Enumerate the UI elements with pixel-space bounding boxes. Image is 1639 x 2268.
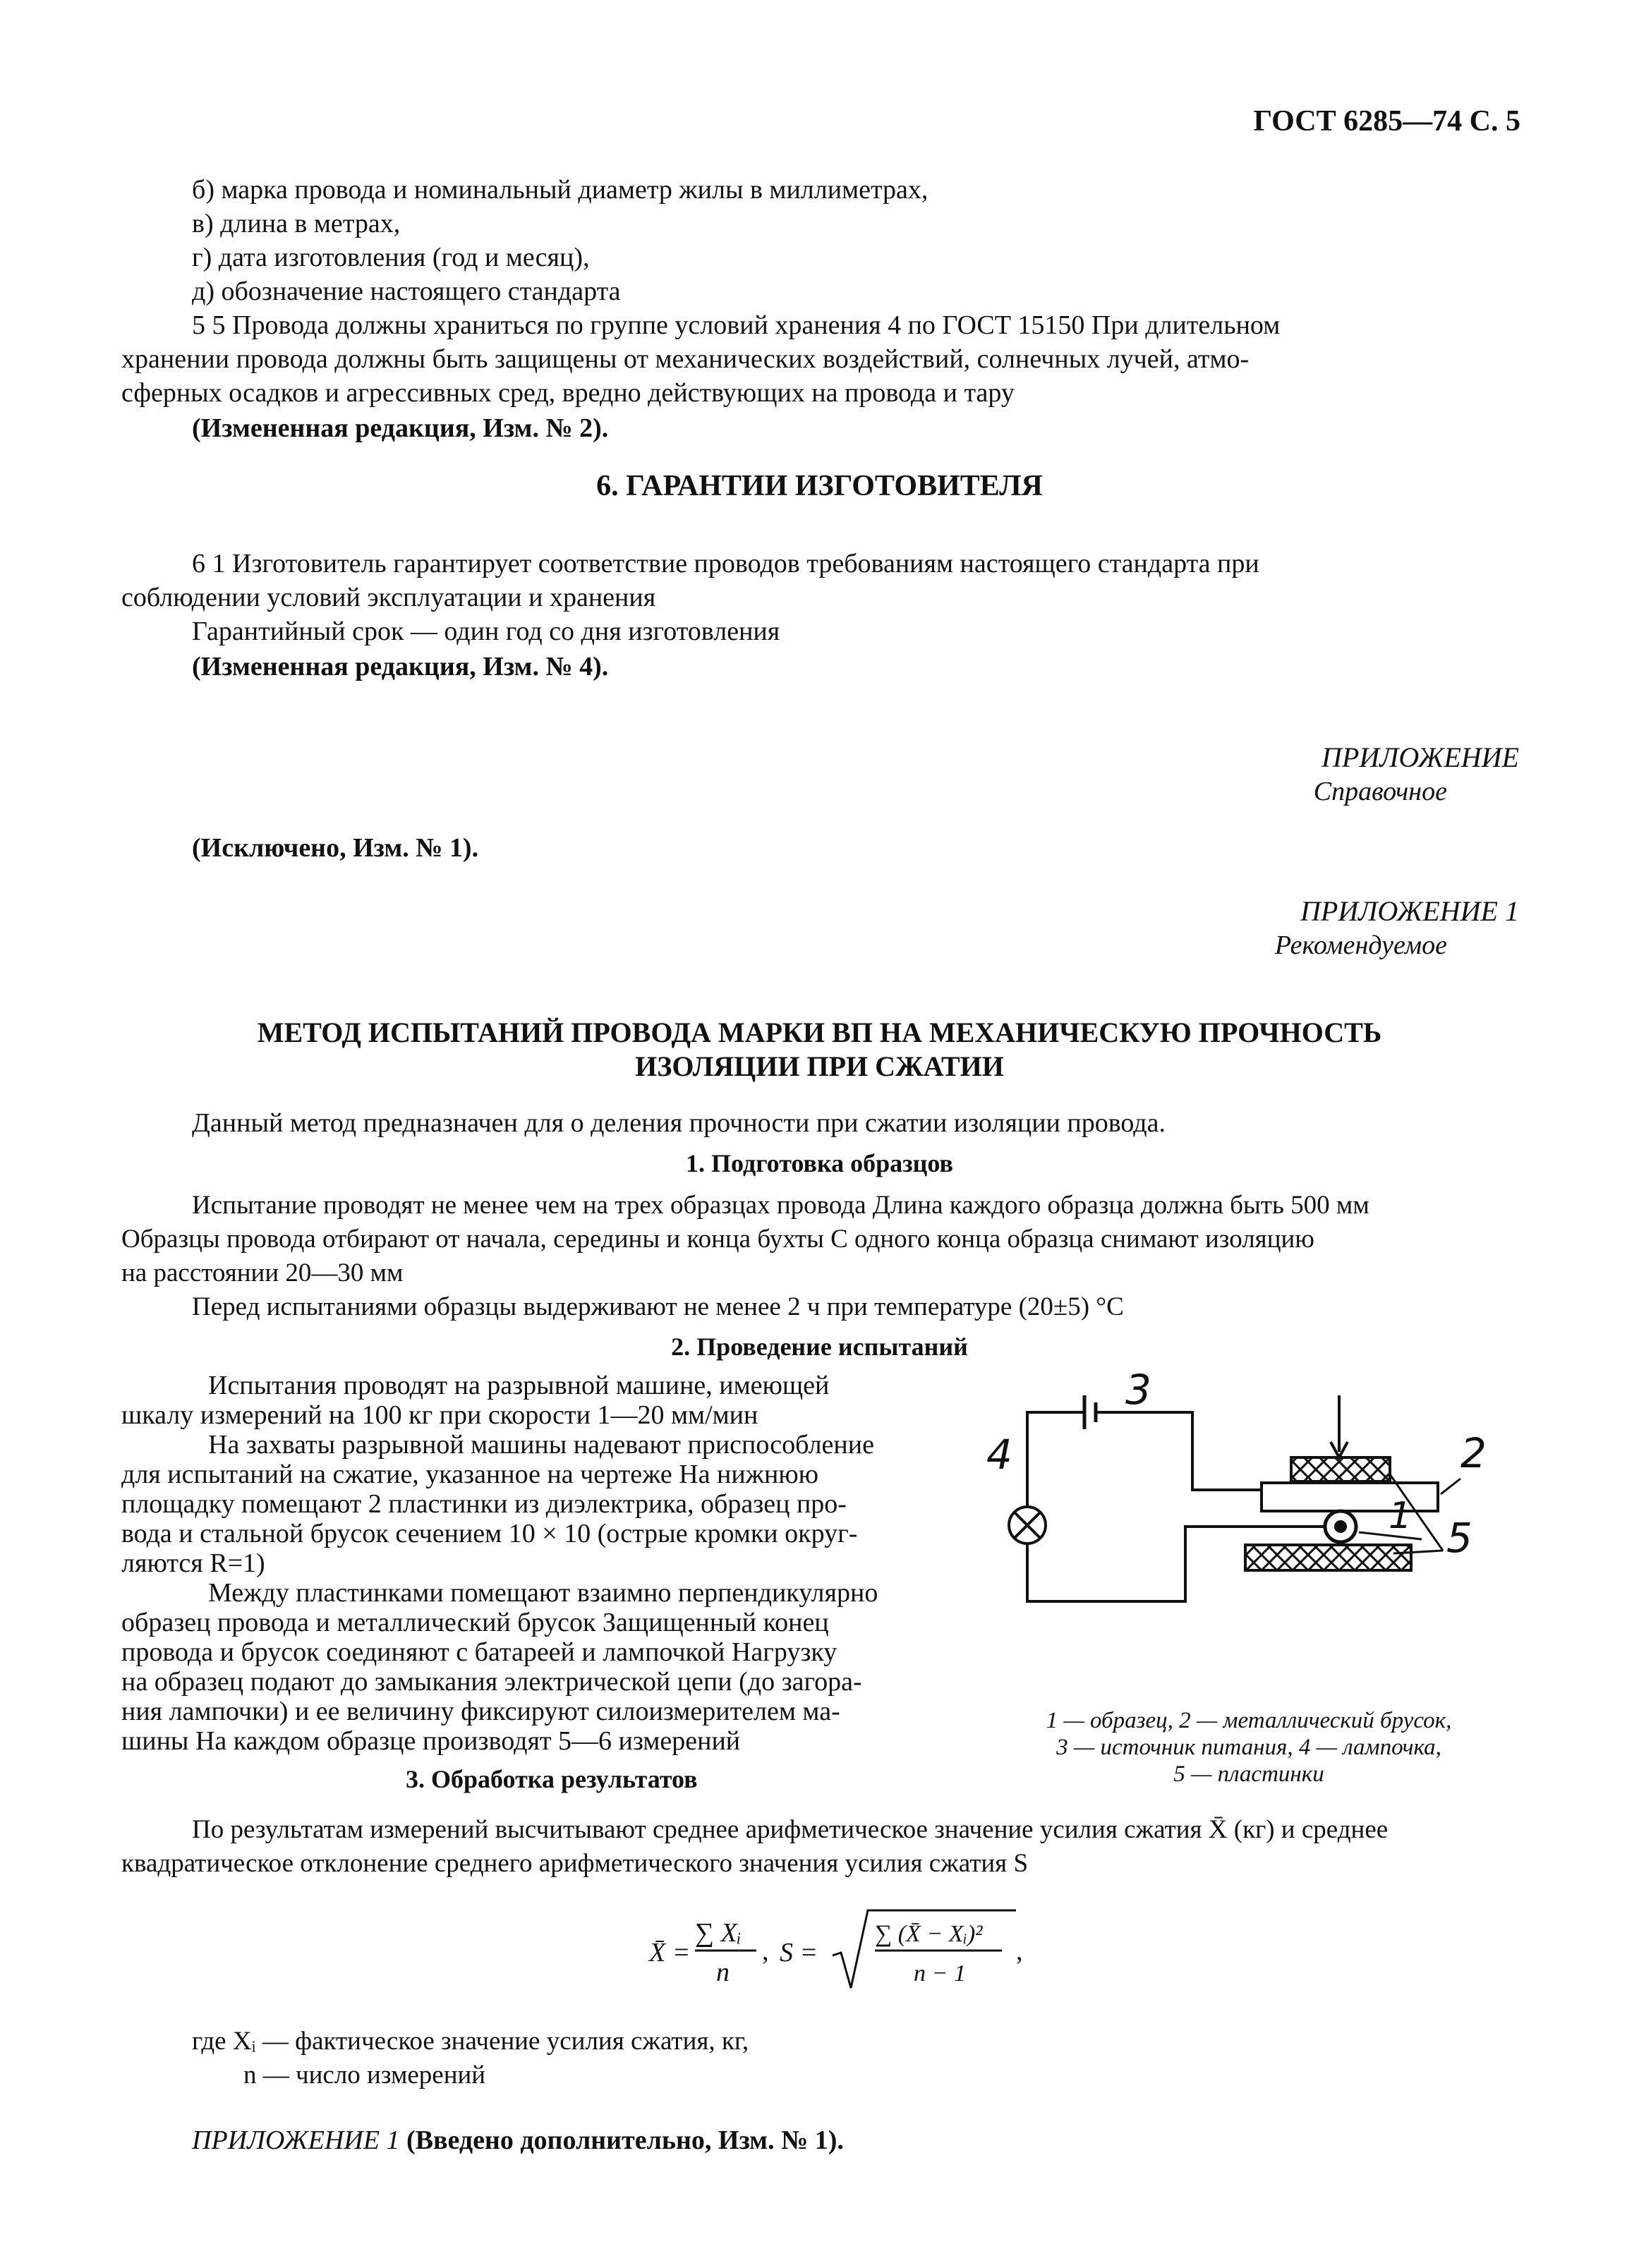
- formula-sum2: ∑ (X̄ − Xᵢ)²: [875, 1921, 983, 1947]
- clause-6-1-line2: соблюдении условий эксплуатации и хранения: [121, 583, 656, 612]
- list-item-d: д) обозначение настоящего стандарта: [192, 277, 621, 306]
- s2-line: Между пластинками помещают взаимно перпендикулярно: [208, 1578, 878, 1608]
- subsection-3-title: 3. Обработка результатов: [406, 1765, 698, 1793]
- final-note-text: (Введено дополнительно, Изм. № 1).: [406, 2126, 844, 2155]
- s2-line: На захваты разрывной машины надевают приспособление: [208, 1430, 874, 1460]
- lower-plate: [1245, 1545, 1411, 1570]
- s2-line: на образец подают до замыкания электрической цепи (до загора-: [121, 1667, 862, 1697]
- s1-line3: на расстоянии 20—30 мм: [121, 1259, 404, 1287]
- figure-caption-line2: 3 — источник питания, 4 — лампочка,: [1056, 1735, 1441, 1760]
- s2-line: площадку помещают 2 пластинки из диэлектрика, образец про-: [121, 1489, 847, 1519]
- formula: [635, 1898, 1030, 2003]
- upper-plate: [1291, 1457, 1390, 1481]
- amendment-note-2: (Измененная редакция, Изм. № 2).: [192, 413, 609, 443]
- s2-line: для испытаний на сжатие, указанное на чертеже На нижнюю: [121, 1460, 819, 1489]
- formula-sum1: ∑ Xᵢ: [695, 1918, 742, 1948]
- where-line2: n — число измерений: [243, 2061, 486, 2090]
- clause-5-5-line2: хранении провода должны быть защищены от механических воздействий, солнечных лучей, атмо-: [121, 344, 1250, 374]
- figure-label-1: 1: [1389, 1495, 1413, 1537]
- formula-xbar: X̄ =: [649, 1938, 691, 1967]
- figure-label-2: 2: [1460, 1429, 1487, 1477]
- formula-n1: n − 1: [914, 1960, 966, 1987]
- test-fixture-diagram: [967, 1369, 1531, 1707]
- formula-end: ,: [1016, 1936, 1023, 1966]
- s2-line: ляются R=1): [121, 1548, 265, 1578]
- s2-line: шины На каждом образце производят 5—6 измерений: [121, 1726, 741, 1756]
- s2-line: провода и брусок соединяют с батареей и лампочкой Нагрузку: [121, 1637, 837, 1667]
- appendix-1-title: ПРИЛОЖЕНИЕ 1: [1300, 895, 1519, 927]
- formula-s: S =: [780, 1938, 818, 1967]
- figure-label-3: 3: [1125, 1369, 1151, 1414]
- method-heading-line1: МЕТОД ИСПЫТАНИЙ ПРОВОДА МАРКИ ВП НА МЕХАНИЧЕСКУЮ ПРОЧНОСТЬ: [257, 1017, 1382, 1048]
- s3-line1: По результатам измерений высчитывают среднее арифметическое значение усилия сжатия X̄ (кг) и среднее: [192, 1815, 1389, 1844]
- appendix-subtitle: Справочное: [1313, 777, 1447, 806]
- s2-line: ния лампочки) и ее величину фиксируют силоизмерителем ма-: [121, 1697, 840, 1726]
- final-note: [192, 2123, 844, 2157]
- list-item-g: г) дата изготовления (год и месяц),: [192, 243, 590, 272]
- s1-line1: Испытание проводят не менее чем на трех образцах провода Длина каждого образца должна быть 500 мм: [192, 1191, 1369, 1220]
- list-item-v: в) длина в метрах,: [192, 209, 401, 238]
- figure-caption-line1: 1 — образец, 2 — металлический брусок,: [1046, 1708, 1452, 1733]
- page-reference: ГОСТ 6285—74 С. 5: [1253, 105, 1520, 138]
- formula-sep: ,: [762, 1936, 769, 1966]
- s2-line: вода и стальной брусок сечением 10 × 10 (острые кромки округ-: [121, 1519, 858, 1548]
- s1-line4: Перед испытаниями образцы выдерживают не менее 2 ч при температуре (20±5) °С: [192, 1292, 1124, 1321]
- method-intro: Данный метод предназначен для о деления прочности при сжатии изоляции провода.: [192, 1108, 1166, 1138]
- s3-line2: квадратическое отклонение среднего арифметического значения усилия сжатия S: [121, 1849, 1029, 1878]
- figure-label-5: 5: [1446, 1514, 1472, 1562]
- section-6-title: 6. ГАРАНТИИ ИЗГОТОВИТЕЛЯ: [596, 470, 1043, 502]
- clause-5-5-line3: сферных осадков и агрессивных сред, вредно действующих на провода и тару: [121, 378, 1015, 408]
- list-item-b: б) марка провода и номинальный диаметр жилы в миллиметрах,: [192, 175, 929, 205]
- excluded-note: (Исключено, Изм. № 1).: [192, 833, 479, 863]
- formula-n: n: [716, 1958, 730, 1987]
- s1-line2: Образцы провода отбирают от начала, середины и конца бухты С одного конца образца снимают изоляцию: [121, 1225, 1314, 1254]
- amendment-note-4: (Измененная редакция, Изм. № 4).: [192, 652, 609, 681]
- s2-line: образец провода и металлический брусок Защищенный конец: [121, 1608, 829, 1637]
- figure-label-4: 4: [986, 1431, 1012, 1479]
- subsection-2-title: 2. Проведение испытаний: [671, 1333, 968, 1361]
- final-note-appendix: ПРИЛОЖЕНИЕ 1: [192, 2126, 400, 2155]
- where-line1: где Xᵢ — фактическое значение усилия сжатия, кг,: [192, 2027, 749, 2056]
- subsection-1-title: 1. Подготовка образцов: [686, 1149, 953, 1177]
- appendix-1-subtitle: Рекомендуемое: [1274, 930, 1447, 960]
- clause-6-1-line1: 6 1 Изготовитель гарантирует соответствие проводов требованиям настоящего стандарта при: [192, 549, 1259, 578]
- method-heading-line2: ИЗОЛЯЦИИ ПРИ СЖАТИИ: [635, 1050, 1004, 1082]
- figure-caption-line3: 5 — пластинки: [1173, 1761, 1324, 1787]
- s2-line: шкалу измерений на 100 кг при скорости 1—20 мм/мин: [121, 1400, 758, 1430]
- appendix-title: ПРИЛОЖЕНИЕ: [1322, 741, 1519, 773]
- warranty-period: Гарантийный срок — один год со дня изготовления: [192, 617, 780, 646]
- clause-5-5-line1: 5 5 Провода должны храниться по группе условий хранения 4 по ГОСТ 15150 При длительном: [192, 310, 1281, 340]
- s2-line: Испытания проводят на разрывной машине, имеющей: [208, 1371, 830, 1400]
